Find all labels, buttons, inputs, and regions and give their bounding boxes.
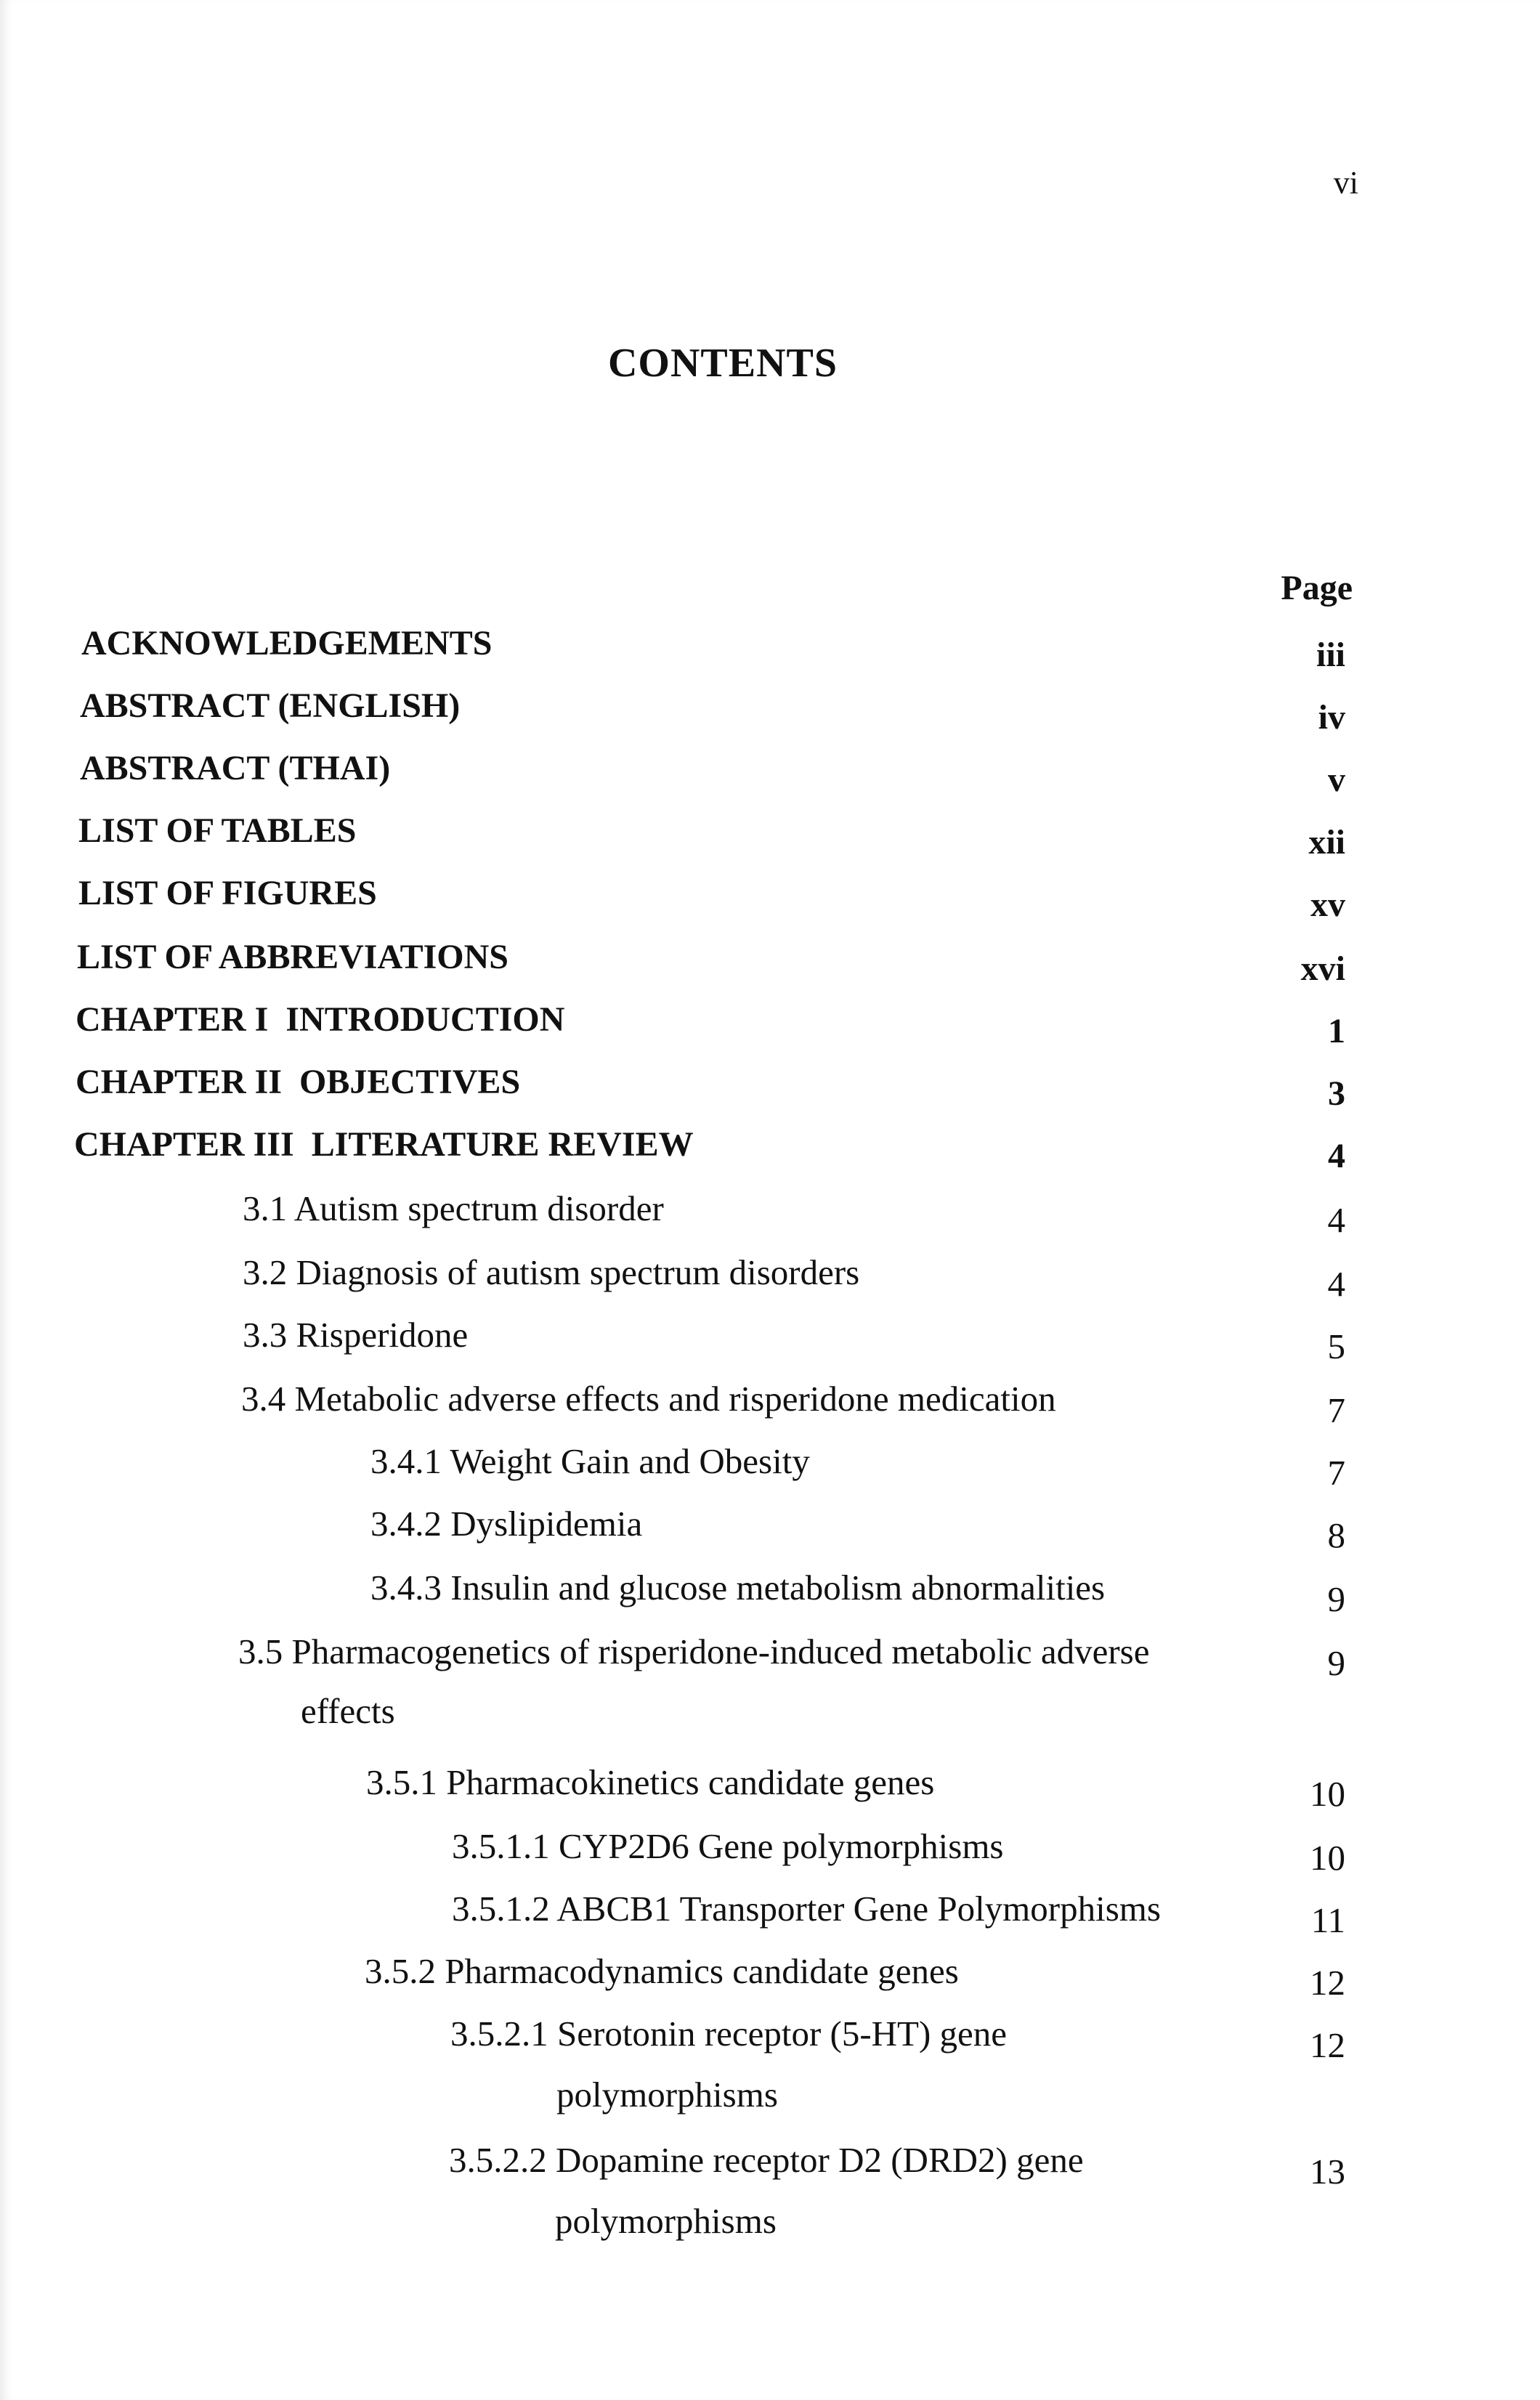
- toc-entry-3-5-1-2: [0, 1887, 1540, 1950]
- page-title: CONTENTS: [607, 341, 838, 386]
- toc-entry-label: 3.4.1 Weight Gain and Obesity: [370, 1441, 810, 1481]
- toc-entry-3-4: [0, 1377, 1540, 1440]
- page-column-header: Page: [1281, 569, 1353, 607]
- toc-entry-label: 3.5.1.2 ABCB1 Transporter Gene Polymorphisms: [452, 1889, 1161, 1929]
- toc-entry-page: 5: [1327, 1326, 1345, 1366]
- toc-entry-continuation: polymorphisms: [556, 2075, 778, 2115]
- toc-entry-label: 3.4.3 Insulin and glucose metabolism abnormalities: [370, 1568, 1106, 1608]
- toc-entry-label: 3.5.1.1 CYP2D6 Gene polymorphisms: [452, 1826, 1004, 1866]
- toc-entry-label: 3.5.2 Pharmacodynamics candidate genes: [365, 1951, 959, 1991]
- toc-entry-page: 8: [1327, 1515, 1345, 1555]
- page-number: vi: [1333, 165, 1358, 200]
- toc-entry-page: xv: [1310, 885, 1345, 924]
- toc-entry-label: CHAPTER III LITERATURE REVIEW: [74, 1125, 694, 1164]
- toc-entry-page: 12: [1310, 1963, 1345, 2003]
- toc-entry-page: 9: [1327, 1643, 1345, 1683]
- toc-entry-chapter-2: [0, 1061, 1540, 1123]
- toc-entry-label: 3.3 Risperidone: [243, 1315, 469, 1355]
- toc-entry-label: ACKNOWLEDGEMENTS: [81, 624, 493, 662]
- toc-entry-page: v: [1328, 761, 1345, 799]
- toc-entry-3-5-2-2: [0, 2138, 1540, 2262]
- toc-entry-continuation: effects: [301, 1691, 395, 1731]
- toc-entry-3-5-2: [0, 1950, 1540, 2012]
- toc-entry-3-5-1: [0, 1761, 1540, 1823]
- toc-entry-label: LIST OF TABLES: [78, 811, 357, 850]
- toc-entry-page: xii: [1308, 823, 1345, 862]
- toc-entry-continuation: polymorphisms: [555, 2201, 777, 2241]
- toc-entry-page: 3: [1328, 1074, 1345, 1113]
- toc-entry-label: LIST OF ABBREVIATIONS: [77, 938, 508, 976]
- toc-entry-3-4-2: [0, 1502, 1540, 1565]
- toc-entry-label: 3.5.2.1 Serotonin receptor (5-HT) gene: [450, 2014, 1008, 2054]
- toc-entry-list-of-tables: [0, 809, 1540, 872]
- toc-entry-label: 3.2 Diagnosis of autism spectrum disorders: [243, 1252, 860, 1292]
- toc-entry-page: 13: [1310, 2152, 1345, 2192]
- toc-entry-label: LIST OF FIGURES: [78, 874, 377, 912]
- toc-entry-label: 3.5.2.2 Dopamine receptor D2 (DRD2) gene: [449, 2140, 1084, 2180]
- toc-entry-page: 11: [1310, 1900, 1345, 1940]
- toc-entry-page: 7: [1327, 1453, 1345, 1493]
- toc-entry-page: 7: [1327, 1390, 1345, 1430]
- toc-entry-3-4-1: [0, 1440, 1540, 1502]
- toc-entry-page: 4: [1327, 1200, 1345, 1240]
- toc-entry-3-3: [0, 1313, 1540, 1376]
- toc-entry-page: 10: [1310, 1774, 1345, 1814]
- toc-entry-list-of-figures: [0, 872, 1540, 934]
- toc-entry-page: 1: [1328, 1012, 1345, 1050]
- toc-entry-page: xvi: [1300, 949, 1345, 988]
- toc-entry-page: iv: [1318, 698, 1345, 737]
- toc-entry-chapter-1: [0, 998, 1540, 1061]
- toc-entry-label: 3.5.1 Pharmacokinetics candidate genes: [366, 1762, 935, 1802]
- toc-entry-page: 12: [1310, 2025, 1345, 2065]
- toc-entry-page: 9: [1327, 1579, 1345, 1619]
- toc-entry-page: 4: [1327, 1264, 1345, 1304]
- toc-entry-label: ABSTRACT (ENGLISH): [80, 686, 461, 725]
- toc-entry-3-5: [0, 1630, 1540, 1754]
- toc-entry-3-1: [0, 1187, 1540, 1249]
- toc-entry-label: 3.4 Metabolic adverse effects and risperidone medication: [241, 1379, 1056, 1419]
- toc-entry-label: 3.4.2 Dyslipidemia: [370, 1504, 643, 1544]
- toc-entry-3-4-3: [0, 1566, 1540, 1629]
- toc-entry-page: 10: [1310, 1838, 1345, 1878]
- toc-entry-label: CHAPTER II OBJECTIVES: [76, 1063, 521, 1101]
- toc-entry-chapter-3: [0, 1123, 1540, 1185]
- toc-entry-label: CHAPTER I INTRODUCTION: [76, 1000, 565, 1039]
- toc-entry-page: iii: [1316, 636, 1345, 674]
- toc-entry-3-5-2-1: [0, 2012, 1540, 2136]
- toc-entry-label: 3.1 Autism spectrum disorder: [243, 1188, 664, 1228]
- toc-entry-abstract-english: [0, 684, 1540, 747]
- toc-entry-3-5-1-1: [0, 1825, 1540, 1887]
- toc-entry-3-2: [0, 1251, 1540, 1313]
- toc-entry-label: 3.5 Pharmacogenetics of risperidone-induced metabolic adverse: [238, 1631, 1150, 1671]
- toc-entry-label: ABSTRACT (THAI): [80, 749, 391, 787]
- toc-entry-list-of-abbreviations: [0, 936, 1540, 998]
- toc-entry-acknowledgements: [0, 622, 1540, 684]
- toc-entry-abstract-thai: [0, 747, 1540, 809]
- toc-entry-page: 4: [1328, 1137, 1345, 1175]
